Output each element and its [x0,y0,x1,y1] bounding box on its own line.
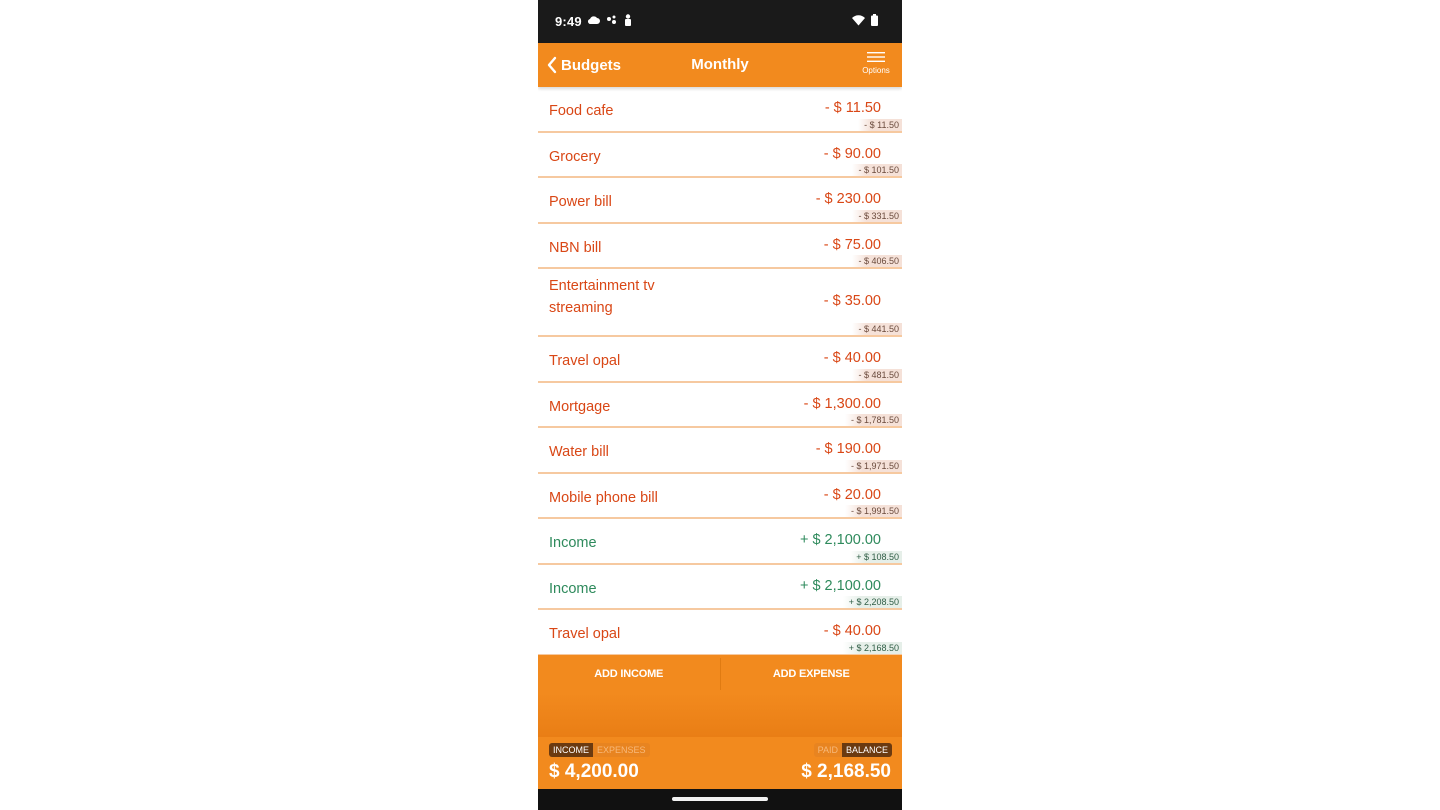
add-income-button[interactable]: ADD INCOME [594,668,664,680]
item-amount: - $ 11.50 [824,100,881,116]
toggle-expenses[interactable]: EXPENSES [593,743,650,757]
back-label: Budgets [561,56,621,74]
list-item[interactable] [538,224,902,270]
balance-total: $ 2,168.50 [801,761,891,782]
item-amount: - $ 230.00 [815,191,881,207]
item-label: Mortgage [549,398,611,415]
cloud-icon [588,15,600,25]
options-button[interactable] [858,51,894,81]
status-time: 9:49 [555,14,582,29]
item-amount: - $ 190.00 [815,441,881,457]
list-item[interactable] [538,428,902,474]
list-item[interactable] [538,610,902,655]
item-label: Power bill [549,194,612,210]
list-item[interactable] [538,87,902,133]
add-expense-button[interactable]: ADD EXPENSE [772,668,850,680]
running-total-badge: - $ 1,991.50 [845,505,902,517]
page-title: Monthly [691,56,749,73]
running-total-badge: + $ 108.50 [850,551,902,563]
home-indicator[interactable] [672,797,768,801]
running-total-badge: - $ 101.50 [852,164,902,176]
item-label: Food cafe [549,103,614,119]
app-header [538,43,902,87]
list-item[interactable] [538,474,902,520]
item-label: Mobile phone bill [549,489,658,506]
running-total-badge: - $ 1,781.50 [845,414,902,426]
toggle-income[interactable]: INCOME [549,743,593,757]
item-amount: - $ 40.00 [823,623,881,639]
item-amount: - $ 90.00 [823,145,881,162]
list-item[interactable] [538,133,902,179]
paid-balance-toggle [814,743,892,757]
running-total-badge: - $ 331.50 [852,210,902,222]
item-label: NBN bill [549,239,602,256]
running-total-badge: - $ 11.50 [858,119,902,131]
wifi-icon [852,15,865,26]
footer-spacer [538,693,902,737]
income-expenses-toggle [549,743,650,757]
item-label: Entertainment tv streaming [549,278,655,316]
status-bar [538,0,902,43]
list-item[interactable] [538,383,902,429]
menu-icon [866,51,886,63]
list-item[interactable] [538,337,902,383]
toggle-paid[interactable]: PAID [814,743,842,757]
person-icon [624,14,632,26]
item-label: Income [549,580,597,597]
income-total: $ 4,200.00 [549,761,639,782]
system-nav-bar [538,789,902,810]
item-amount: - $ 20.00 [823,486,881,503]
list-item[interactable] [538,565,902,611]
item-label: Travel opal [549,626,621,642]
list-item[interactable] [538,519,902,565]
item-amount: - $ 35.00 [823,293,881,309]
options-label: Options [862,66,890,75]
item-amount: + $ 2,100.00 [799,577,881,594]
running-total-badge: - $ 441.50 [852,323,902,335]
item-amount: - $ 75.00 [823,236,881,253]
status-icons-left [588,14,632,26]
item-amount: - $ 1,300.00 [803,395,881,412]
phone-screen [538,0,902,810]
toggle-balance[interactable]: BALANCE [842,743,892,757]
running-total-badge: - $ 481.50 [852,369,902,381]
running-total-badge: - $ 1,971.50 [845,460,902,472]
item-amount: + $ 2,100.00 [799,532,881,548]
summary-bar [538,737,902,789]
budget-list [538,87,902,655]
list-item[interactable] [538,178,902,224]
list-item[interactable] [538,269,902,337]
assistant-dots-icon [606,15,618,25]
item-label: Income [549,535,597,551]
running-total-badge: + $ 2,168.50 [843,642,902,654]
item-label: Grocery [549,148,601,165]
item-label: Water bill [549,444,609,460]
battery-icon [871,14,878,26]
action-bar [538,655,902,693]
item-label: Travel opal [549,353,621,369]
status-icons-right [852,14,878,26]
item-amount: - $ 40.00 [823,350,881,366]
running-total-badge: + $ 2,208.50 [843,596,902,608]
running-total-badge: - $ 406.50 [852,255,902,267]
